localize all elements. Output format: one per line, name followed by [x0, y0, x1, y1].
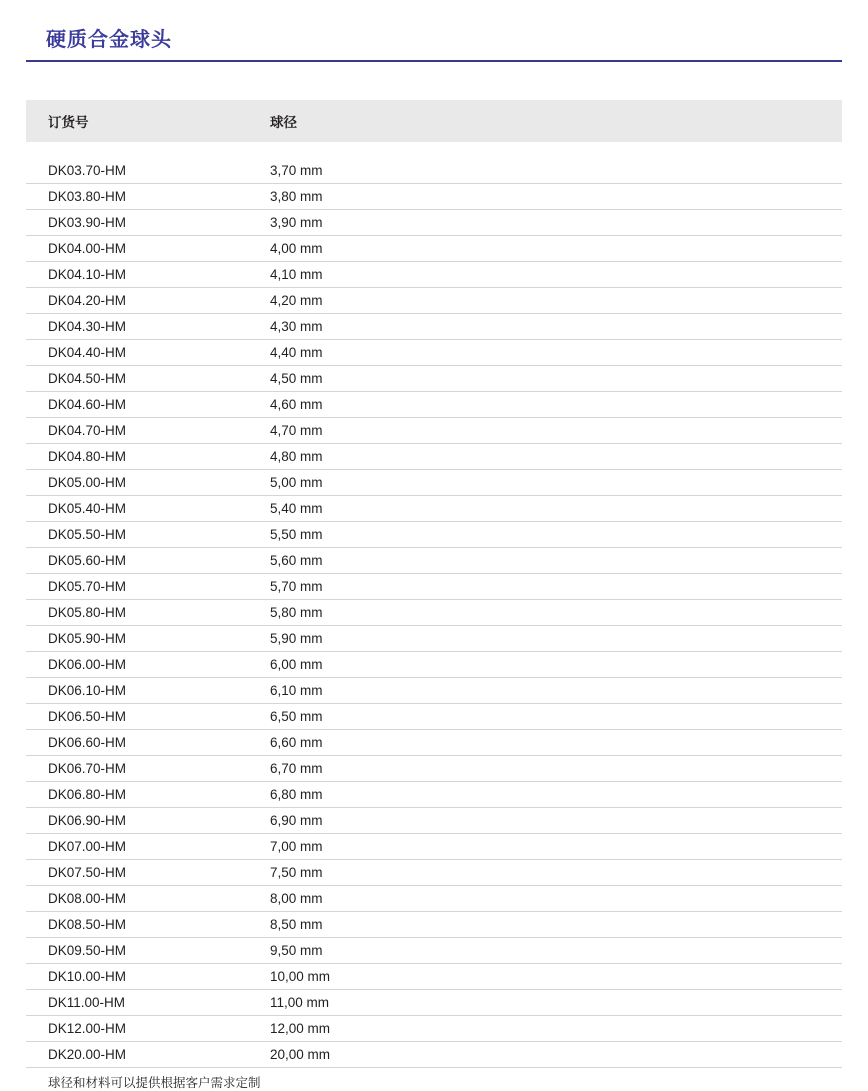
table-row: [26, 340, 842, 366]
table-row: [26, 574, 842, 600]
cell-ball-diameter: 6,90 mm: [248, 808, 842, 834]
cell-order-number: DK03.80-HM: [26, 184, 248, 210]
cell-order-number: DK03.70-HM: [26, 142, 248, 184]
table-row: [26, 470, 842, 496]
cell-ball-diameter: 7,00 mm: [248, 834, 842, 860]
table-row: [26, 236, 842, 262]
cell-ball-diameter: 5,00 mm: [248, 470, 842, 496]
cell-ball-diameter: 4,60 mm: [248, 392, 842, 418]
cell-order-number: DK07.00-HM: [26, 834, 248, 860]
title-block: [26, 0, 842, 62]
table-row: [26, 1016, 842, 1042]
cell-ball-diameter: 4,10 mm: [248, 262, 842, 288]
table-row: [26, 808, 842, 834]
table-row: [26, 938, 842, 964]
cell-ball-diameter: 5,80 mm: [248, 600, 842, 626]
cell-ball-diameter: 9,50 mm: [248, 938, 842, 964]
table-row: [26, 912, 842, 938]
cell-ball-diameter: 5,40 mm: [248, 496, 842, 522]
cell-ball-diameter: 4,30 mm: [248, 314, 842, 340]
cell-order-number: DK05.90-HM: [26, 626, 248, 652]
column-header-order-number: 订货号: [26, 100, 248, 142]
table-row: [26, 444, 842, 470]
cell-order-number: DK04.50-HM: [26, 366, 248, 392]
cell-order-number: DK04.70-HM: [26, 418, 248, 444]
cell-ball-diameter: 5,60 mm: [248, 548, 842, 574]
page-title: 硬质合金球头: [46, 29, 172, 51]
cell-order-number: DK07.50-HM: [26, 860, 248, 886]
table-row: [26, 782, 842, 808]
cell-ball-diameter: 3,80 mm: [248, 184, 842, 210]
cell-ball-diameter: 4,80 mm: [248, 444, 842, 470]
cell-ball-diameter: 8,50 mm: [248, 912, 842, 938]
table-row: [26, 964, 842, 990]
cell-order-number: DK06.60-HM: [26, 730, 248, 756]
table-row: [26, 418, 842, 444]
table-row: [26, 142, 842, 184]
table-row: [26, 522, 842, 548]
cell-ball-diameter: 6,00 mm: [248, 652, 842, 678]
cell-order-number: DK03.90-HM: [26, 210, 248, 236]
cell-order-number: DK11.00-HM: [26, 990, 248, 1016]
cell-ball-diameter: 11,00 mm: [248, 990, 842, 1016]
cell-ball-diameter: 4,20 mm: [248, 288, 842, 314]
cell-order-number: DK06.90-HM: [26, 808, 248, 834]
cell-ball-diameter: 6,10 mm: [248, 678, 842, 704]
cell-ball-diameter: 6,80 mm: [248, 782, 842, 808]
cell-ball-diameter: 4,00 mm: [248, 236, 842, 262]
cell-order-number: DK04.40-HM: [26, 340, 248, 366]
cell-ball-diameter: 20,00 mm: [248, 1042, 842, 1068]
table-row: [26, 392, 842, 418]
cell-order-number: DK04.60-HM: [26, 392, 248, 418]
table-row: [26, 886, 842, 912]
table-row: [26, 496, 842, 522]
column-header-ball-diameter: 球径: [248, 100, 842, 142]
cell-order-number: DK04.00-HM: [26, 236, 248, 262]
table-footnote: 球径和材料可以提供根据客户需求定制: [48, 1076, 261, 1090]
cell-order-number: DK04.10-HM: [26, 262, 248, 288]
cell-ball-diameter: 6,70 mm: [248, 756, 842, 782]
cell-ball-diameter: 6,50 mm: [248, 704, 842, 730]
table-row: [26, 626, 842, 652]
spec-table: [26, 100, 842, 1068]
table-row: [26, 834, 842, 860]
cell-order-number: DK20.00-HM: [26, 1042, 248, 1068]
cell-ball-diameter: 5,90 mm: [248, 626, 842, 652]
cell-order-number: DK05.40-HM: [26, 496, 248, 522]
table-row: [26, 210, 842, 236]
table-row: [26, 314, 842, 340]
table-header-row: [26, 100, 842, 142]
cell-order-number: DK06.00-HM: [26, 652, 248, 678]
cell-order-number: DK06.50-HM: [26, 704, 248, 730]
cell-order-number: DK05.50-HM: [26, 522, 248, 548]
cell-order-number: DK08.00-HM: [26, 886, 248, 912]
cell-ball-diameter: 5,70 mm: [248, 574, 842, 600]
cell-order-number: DK06.10-HM: [26, 678, 248, 704]
cell-ball-diameter: 6,60 mm: [248, 730, 842, 756]
cell-ball-diameter: 5,50 mm: [248, 522, 842, 548]
table-row: [26, 262, 842, 288]
table-row: [26, 366, 842, 392]
cell-order-number: DK12.00-HM: [26, 1016, 248, 1042]
table-body: [26, 142, 842, 1068]
table-row: [26, 704, 842, 730]
table-header: [26, 100, 842, 142]
table-row: [26, 678, 842, 704]
cell-order-number: DK04.30-HM: [26, 314, 248, 340]
cell-ball-diameter: 10,00 mm: [248, 964, 842, 990]
table-row: [26, 990, 842, 1016]
cell-order-number: DK05.60-HM: [26, 548, 248, 574]
cell-order-number: DK09.50-HM: [26, 938, 248, 964]
cell-ball-diameter: 12,00 mm: [248, 1016, 842, 1042]
cell-order-number: DK06.70-HM: [26, 756, 248, 782]
table-row: [26, 756, 842, 782]
table-row: [26, 730, 842, 756]
cell-ball-diameter: 4,50 mm: [248, 366, 842, 392]
cell-order-number: DK10.00-HM: [26, 964, 248, 990]
cell-order-number: DK05.80-HM: [26, 600, 248, 626]
spec-table-container: [26, 100, 842, 1091]
table-row: [26, 184, 842, 210]
cell-ball-diameter: 4,70 mm: [248, 418, 842, 444]
table-row: [26, 860, 842, 886]
table-row: [26, 548, 842, 574]
cell-ball-diameter: 3,90 mm: [248, 210, 842, 236]
cell-order-number: DK08.50-HM: [26, 912, 248, 938]
cell-order-number: DK05.00-HM: [26, 470, 248, 496]
cell-ball-diameter: 8,00 mm: [248, 886, 842, 912]
cell-order-number: DK06.80-HM: [26, 782, 248, 808]
cell-order-number: DK04.80-HM: [26, 444, 248, 470]
cell-ball-diameter: 7,50 mm: [248, 860, 842, 886]
cell-ball-diameter: 4,40 mm: [248, 340, 842, 366]
cell-ball-diameter: 3,70 mm: [248, 142, 842, 184]
table-row: [26, 1042, 842, 1068]
table-row: [26, 600, 842, 626]
cell-order-number: DK04.20-HM: [26, 288, 248, 314]
table-row: [26, 288, 842, 314]
table-row: [26, 652, 842, 678]
cell-order-number: DK05.70-HM: [26, 574, 248, 600]
